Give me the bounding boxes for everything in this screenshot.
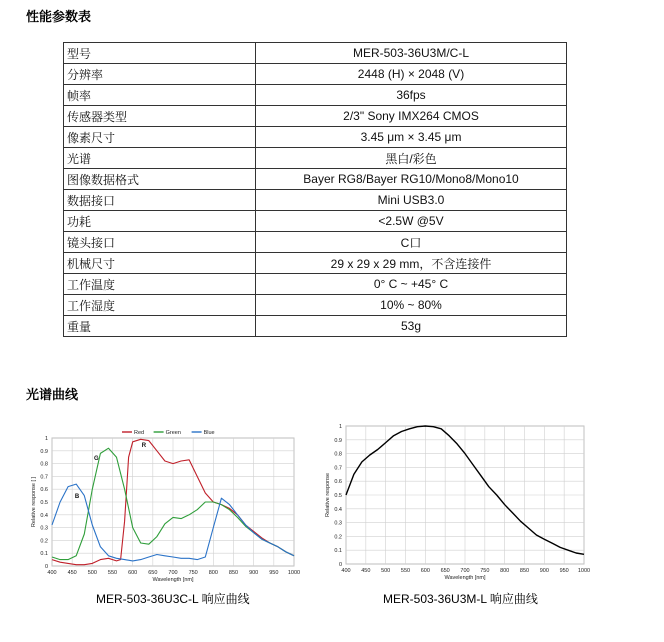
color-response-chart bbox=[30, 420, 302, 591]
x-tick-label: 950 bbox=[269, 570, 279, 576]
curve-annotation: R bbox=[141, 442, 147, 449]
y-tick-label: 0.9 bbox=[40, 448, 48, 455]
legend-label: Blue bbox=[203, 430, 215, 436]
param-row bbox=[64, 127, 567, 148]
legend-label: Green bbox=[165, 430, 181, 436]
curve-annotation: G bbox=[94, 455, 99, 462]
x-tick-label: 700 bbox=[460, 568, 470, 574]
y-tick-label: 0.2 bbox=[334, 534, 342, 541]
x-tick-label: 950 bbox=[559, 568, 569, 574]
param-key: 镜头接口 bbox=[64, 232, 256, 253]
param-key: 功耗 bbox=[64, 211, 256, 232]
param-value: 2448 (H) × 2048 (V) bbox=[256, 64, 567, 85]
y-tick-label: 0 bbox=[44, 564, 48, 570]
x-tick-label: 600 bbox=[420, 568, 430, 574]
param-row bbox=[64, 85, 567, 106]
param-row bbox=[64, 253, 567, 274]
x-tick-label: 450 bbox=[67, 570, 77, 576]
param-value: <2.5W @5V bbox=[256, 211, 567, 232]
x-tick-label: 900 bbox=[539, 568, 549, 574]
x-tick-label: 850 bbox=[228, 570, 239, 576]
x-tick-label: 850 bbox=[519, 568, 530, 574]
param-row bbox=[64, 106, 567, 127]
param-value: 黑白/彩色 bbox=[256, 148, 567, 169]
param-row bbox=[64, 148, 567, 169]
param-key: 工作湿度 bbox=[64, 295, 256, 316]
param-row bbox=[64, 211, 567, 232]
param-value: 36fps bbox=[256, 85, 567, 106]
param-value: 29 x 29 x 29 mm，不含连接件 bbox=[256, 253, 567, 274]
x-axis-label: Wavelength [nm] bbox=[444, 575, 486, 581]
param-row bbox=[64, 169, 567, 190]
x-tick-label: 700 bbox=[168, 570, 178, 576]
y-tick-label: 0.5 bbox=[40, 500, 48, 506]
y-axis-label: Relative response bbox=[325, 472, 331, 518]
x-tick-label: 600 bbox=[128, 570, 138, 576]
x-tick-label: 400 bbox=[341, 568, 351, 574]
spectral-section-title: 光谱曲线 bbox=[26, 388, 79, 403]
x-tick-label: 650 bbox=[440, 568, 450, 574]
y-tick-label: 0.6 bbox=[334, 479, 342, 486]
y-tick-label: 0.3 bbox=[40, 525, 48, 532]
param-value: 3.45 μm × 3.45 μm bbox=[256, 127, 567, 148]
x-tick-label: 500 bbox=[87, 570, 97, 576]
y-tick-label: 0.4 bbox=[334, 506, 342, 513]
param-key: 图像数据格式 bbox=[64, 169, 256, 190]
y-tick-label: 0.7 bbox=[334, 465, 342, 472]
y-tick-label: 0.8 bbox=[334, 451, 342, 458]
param-row bbox=[64, 64, 567, 85]
params-section-title: 性能参数表 bbox=[26, 10, 92, 25]
y-tick-label: 0.1 bbox=[334, 548, 342, 555]
x-tick-label: 1000 bbox=[287, 570, 301, 576]
param-row bbox=[64, 43, 567, 64]
param-row bbox=[64, 274, 567, 295]
param-key: 帧率 bbox=[64, 85, 256, 106]
x-tick-label: 550 bbox=[400, 568, 411, 574]
x-tick-label: 900 bbox=[249, 570, 259, 576]
x-tick-label: 800 bbox=[208, 570, 218, 576]
param-key: 像素尺寸 bbox=[64, 127, 256, 148]
x-tick-label: 500 bbox=[381, 568, 391, 574]
param-key: 重量 bbox=[64, 316, 256, 337]
param-value: 10% ~ 80% bbox=[256, 295, 567, 316]
param-key: 数据接口 bbox=[64, 190, 256, 211]
param-row bbox=[64, 316, 567, 337]
mono-chart-caption: MER-503-36U3M-L 响应曲线 bbox=[383, 592, 538, 606]
x-axis-label: Wavelength [nm] bbox=[152, 577, 194, 583]
param-key: 工作温度 bbox=[64, 274, 256, 295]
mono-response-chart-svg bbox=[318, 418, 598, 584]
param-key: 型号 bbox=[64, 43, 256, 64]
x-tick-label: 750 bbox=[188, 570, 198, 576]
param-value: Mini USB3.0 bbox=[256, 190, 567, 211]
curve-annotation: B bbox=[74, 494, 80, 501]
param-key: 分辨率 bbox=[64, 64, 256, 85]
param-key: 光谱 bbox=[64, 148, 256, 169]
x-tick-label: 450 bbox=[361, 568, 371, 574]
color-chart-caption: MER-503-36U3C-L 响应曲线 bbox=[96, 592, 250, 606]
y-tick-label: 1 bbox=[44, 436, 48, 442]
param-value: Bayer RG8/Bayer RG10/Mono8/Mono10 bbox=[256, 169, 567, 190]
x-tick-label: 1000 bbox=[577, 568, 591, 574]
x-tick-label: 800 bbox=[500, 568, 510, 574]
param-row bbox=[64, 190, 567, 211]
x-tick-label: 550 bbox=[107, 570, 118, 576]
x-tick-label: 400 bbox=[47, 570, 57, 576]
y-tick-label: 0.2 bbox=[40, 538, 48, 545]
y-tick-label: 1 bbox=[338, 424, 342, 430]
y-tick-label: 0.5 bbox=[334, 493, 342, 499]
param-key: 传感器类型 bbox=[64, 106, 256, 127]
param-row bbox=[64, 295, 567, 316]
y-tick-label: 0.6 bbox=[40, 487, 48, 494]
param-value: 0° C ~ +45° C bbox=[256, 274, 567, 295]
y-tick-label: 0.3 bbox=[334, 520, 342, 527]
color-response-chart-svg bbox=[30, 420, 302, 586]
y-tick-label: 0.1 bbox=[40, 551, 48, 558]
x-tick-label: 650 bbox=[148, 570, 158, 576]
y-tick-label: 0.8 bbox=[40, 461, 48, 468]
y-tick-label: 0 bbox=[338, 562, 342, 568]
mono-response-chart bbox=[318, 418, 598, 589]
legend-label: Red bbox=[134, 430, 145, 436]
param-value: C口 bbox=[256, 232, 567, 253]
y-tick-label: 0.4 bbox=[40, 512, 48, 519]
param-value: 53g bbox=[256, 316, 567, 337]
y-tick-label: 0.9 bbox=[334, 437, 342, 444]
param-key: 机械尺寸 bbox=[64, 253, 256, 274]
params-table bbox=[63, 42, 567, 337]
param-value: MER-503-36U3M/C-L bbox=[256, 43, 567, 64]
param-row bbox=[64, 232, 567, 253]
y-axis-label: Relative response [ ] bbox=[31, 476, 37, 528]
param-value: 2/3" Sony IMX264 CMOS bbox=[256, 106, 567, 127]
y-tick-label: 0.7 bbox=[40, 474, 48, 481]
x-tick-label: 750 bbox=[480, 568, 490, 574]
